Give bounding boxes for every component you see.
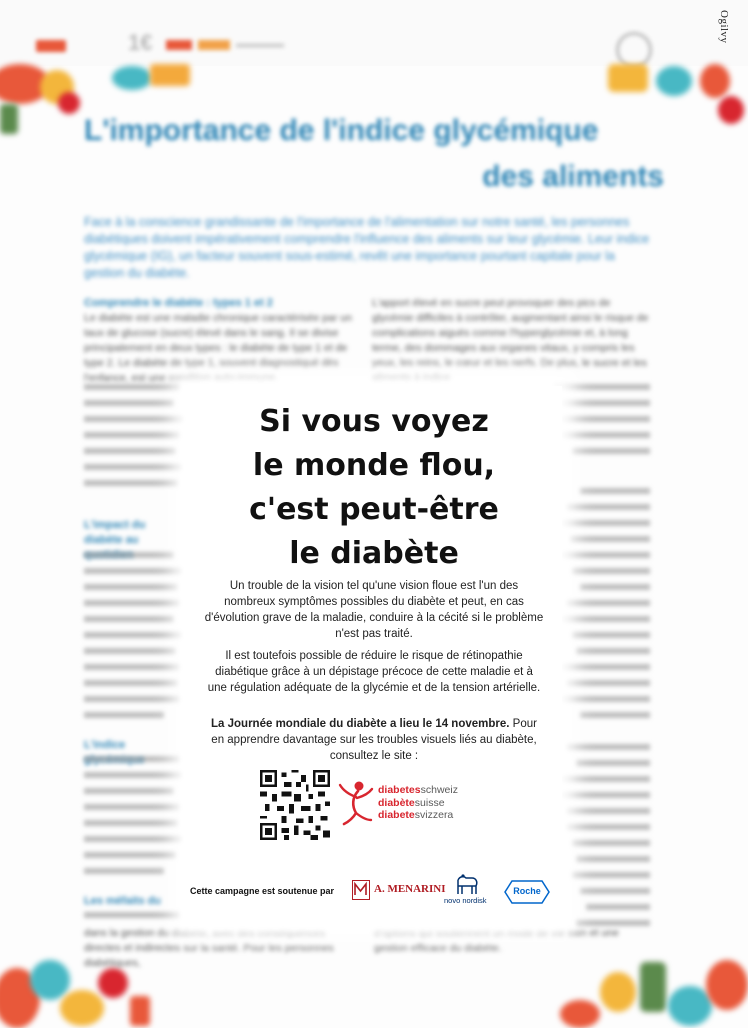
novo-wordmark: novo nordisk — [444, 896, 487, 905]
title-line: des aliments — [482, 160, 664, 193]
logo-wordmark — [378, 784, 458, 822]
logo-line: diabetesvizzera — [378, 809, 454, 821]
campaign-cta-text: Pour en apprendre davantage sur les troubles visuels liés au diabète, consultez le site : — [211, 718, 537, 762]
section-heading: Les méfaits du — [84, 895, 162, 907]
headline-line: c'est peut-être — [249, 492, 499, 527]
article-intro: Face à la conscience grandissante de l'importance de l'alimentation sur notre santé, les personnes diabétiques doivent impérativement comprendre l'influence des aliments sur leur glycémie. Leur indice glycémique (IG), un facteur souvent sous-estimé, revêt une importance pourtant capitale pour la gestion du diabète. — [84, 215, 650, 280]
section-text: d'options qui soutiennent un mode de vie sain et une gestion efficace du diabète. — [374, 927, 619, 954]
campaign-paragraph — [204, 716, 544, 764]
menarini-mark-icon — [352, 880, 370, 900]
qr-code[interactable] — [260, 770, 330, 840]
headline-line: le diabète — [289, 536, 459, 571]
diabetes-switzerland-logo — [338, 778, 498, 832]
title-line: L'importance de l'indice glycémique — [84, 114, 599, 147]
section-heading: Comprendre le diabète : types 1 et 2 — [84, 297, 273, 309]
headline-line: le monde flou, — [252, 448, 496, 483]
logo-line: diabetesschweiz — [378, 784, 458, 796]
section-heading: L'indice — [84, 739, 126, 751]
section-text: Le diabète est une maladie chronique caractérisée par un taux de glucose (sucre) élevé dans le sang. Il se divise principalement en deux types : le diabète de type 1 et de type 2. Le diabète de type 1, souvent diagnostiqué dès l'enfance, est une condition auto-immune. — [84, 312, 352, 384]
novo-nordisk-logo — [444, 874, 494, 908]
section-text: dans la gestion du diabète, avec des conséquences directes et indirectes sur la santé. Pour les personnes diabétiques, — [84, 927, 334, 969]
section-heading: L'impact du diabète au — [84, 519, 146, 546]
menarini-logo — [352, 880, 446, 902]
campaign-headline — [186, 400, 562, 576]
apis-bull-icon — [454, 874, 480, 896]
menarini-wordmark: A. MENARINI — [374, 883, 446, 895]
section-text: L'apport élevé en sucre peut provoquer des pics de glycémie difficiles à contrôler, augmentant ainsi le risque de complications aiguës comme l'hyperglycémie et, à long terme, des dommages aux organes vitaux, y compris les yeux, les reins, le cœur et les nerfs. De plus, le sucre et les aliments à indice — [372, 297, 649, 384]
campaign-paragraph: Il est toutefois possible de réduire le risque de rétinopathie diabétique grâce à un dépistage précoce de cette maladie et à une régulation adéquate de la glycémie et de la tension artérielle. — [207, 650, 541, 694]
agency-brand: Ogilvy — [718, 10, 730, 44]
sponsor-label: Cette campagne est soutenue par — [190, 886, 335, 896]
roche-logo — [504, 880, 550, 904]
campaign-paragraph: Un trouble de la vision tel qu'une vision floue est l'un des nombreux symptômes possibles du diabète et peut, en cas d'évolution grave de la maladie, conduire à la cécité si le problème n'est pas traité. — [204, 580, 544, 640]
campaign-date-statement: La Journée mondiale du diabète a lieu le 14 novembre. — [211, 718, 510, 730]
jumping-figure-icon — [338, 780, 374, 826]
campaign-ad-panel — [186, 386, 562, 924]
logo-line: diabètesuisse — [378, 796, 445, 809]
roche-wordmark: Roche — [513, 886, 541, 896]
headline-line: Si vous voyez — [259, 404, 489, 439]
header-number: 1€ — [128, 30, 153, 55]
